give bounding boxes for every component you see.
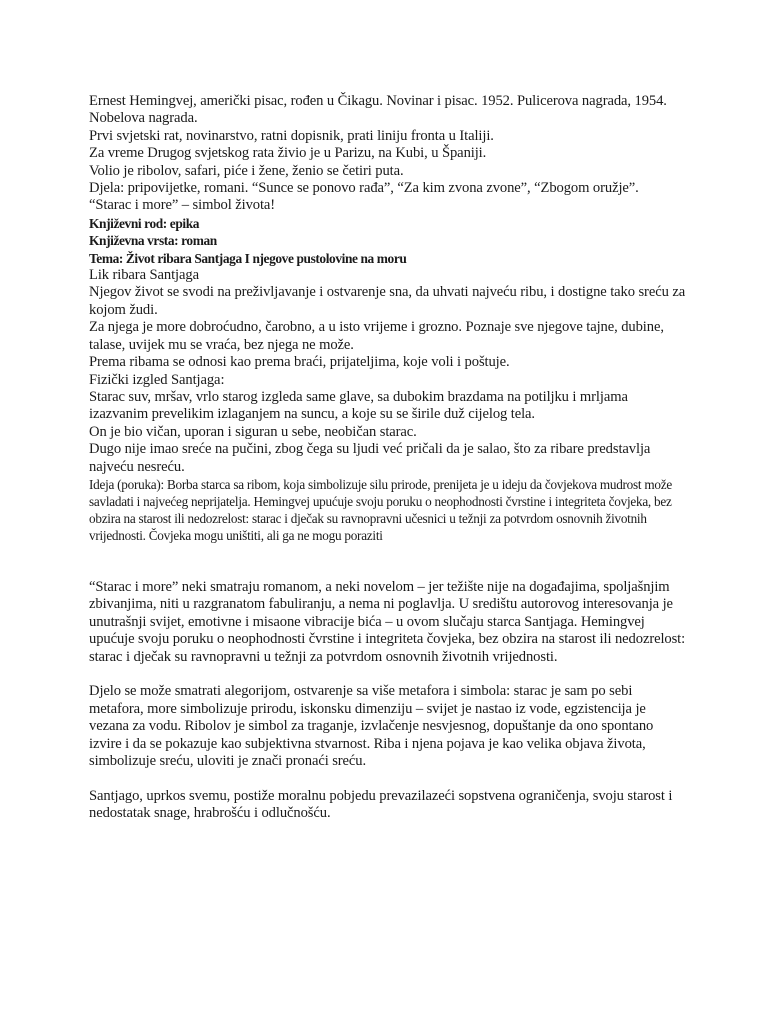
theme-line: Tema: Život ribara Santjaga I njegove pustolovine na moru [89, 250, 407, 266]
symbol-line: “Starac i more” – simbol života! [89, 197, 276, 214]
literary-type: Književna vrsta: roman [89, 233, 217, 249]
document-page [89, 93, 689, 823]
author-bio-line: Ernest Hemingvej, američki pisac, rođen u Čikagu. Novinar i pisac. 1952. Pulicerova nagrada, 1954. Nobelova nagrada. [89, 93, 667, 127]
spacer [89, 561, 689, 579]
spacer [89, 544, 689, 562]
appearance-text: Starac suv, mršav, vrlo starog izgleda same glave, sa dubokim brazdama na potiljku i mrljama izazvanim prevelikim izlaganjem na suncu, a koje su se širile duž cijelog tela. [89, 388, 628, 423]
character-heading: Lik ribara Santjaga [89, 267, 199, 284]
hobbies-line: Volio je ribolov, safari, piće i žene, ženio se četiri puta. [89, 162, 404, 179]
character-life: Njegov život se svodi na preživljavanje i ostvarenje sna, da uhvati najveću ribu, i dostigne tako sreću za kojom žudi. [89, 284, 686, 318]
character-trait: On je bio vičan, uporan i siguran u sebe, neobičan starac. [89, 423, 417, 440]
spacer [89, 666, 689, 684]
paragraph-allegory: Djelo se može smatrati alegorijom, ostvarenje sa više metafora i simbola: starac je sam po sebi metafora, more simbolizuje prirodu, iskonsku dimenziju – svijet je nastao iz vode, egzistencija je vezana za vodu. Ribolov je simbol za traganje, izvlačenje nesvjesnog, dopuštanje da ono spontano izvire i da se pokazuje kao subjektivna stvarnost. Riba i njena pojava je kao velika objava života, simbolizuje sreću, uloviti je znači pronaći sreću. [89, 683, 654, 770]
notes-block [89, 93, 689, 544]
character-sea: Za njega je more dobroćudno, čarobno, a u isto vrijeme i grozno. Poznaje sve njegove tajne, dubine, talase, uvijek mu se vraća, bez njega ne može. [89, 319, 664, 353]
character-luck: Dugo nije imao sreće na pučini, zbog čega su ljudi već pričali da je salao, što za ribare predstavlja najveću nesreću. [89, 441, 651, 475]
appearance-heading: Fizički izgled Santjaga: [89, 371, 225, 388]
literary-genus: Književni rod: epika [89, 215, 200, 231]
war-line: Prvi svjetski rat, novinarstvo, ratni dopisnik, prati liniju fronta u Italiji. [89, 127, 494, 144]
paragraph-conclusion: Santjago, uprkos svemu, postiže moralnu pobjedu prevazilazeći sopstvena ograničenja, svoju starost i nedostatak snage, hrabrošću i odlučnošću. [89, 788, 673, 822]
works-line: Djela: pripovijetke, romani. “Sunce se ponovo rađa”, “Za kim zvona zvone”, “Zbogom oružje”. [89, 180, 639, 197]
paragraph-novel-form: “Starac i more” neki smatraju romanom, a neki novelom – jer težište nije na događajima, spoljašnjim zbivanjima, niti u razgranatom fabuliranju, a nema ni poglavlja. U središtu autorovog interesovanja je unutrašnji svijet, emotivne i misaone vibracije bića – u ovom slučaju starca Santjaga. Hemingvej upućuje svoju poruku o neophodnosti čvrstine i integriteta čovjeka, bez obzira na starost ili nedozrelost: starac i dječak su ravnopravni u težnji za potvrdom osnovnih životnih vrijednosti. [89, 578, 686, 665]
character-fish: Prema ribama se odnosi kao prema braći, prijateljima, koje voli i poštuje. [89, 354, 510, 371]
idea-message: Ideja (poruka): Borba starca sa ribom, koja simbolizuje silu prirode, prenijeta je u ideju da čovjekova mudrost može savladati i najvećeg neprijatelja. Hemingvej upućuje svoju poruku o neophodnosti čvrstine i integriteta čovjeka, bez obzira na starost ili nedozrelost: starac i dječak su ravnopravni učesnici u težnji za potvrdom osnovnih životnih vrijednosti. Čovjeka mogu uništiti, ali ga ne mogu poraziti [89, 476, 672, 543]
residence-line: Za vreme Drugog svjetskog rata živio je u Parizu, na Kubi, u Španiji. [89, 145, 487, 162]
spacer [89, 771, 689, 789]
